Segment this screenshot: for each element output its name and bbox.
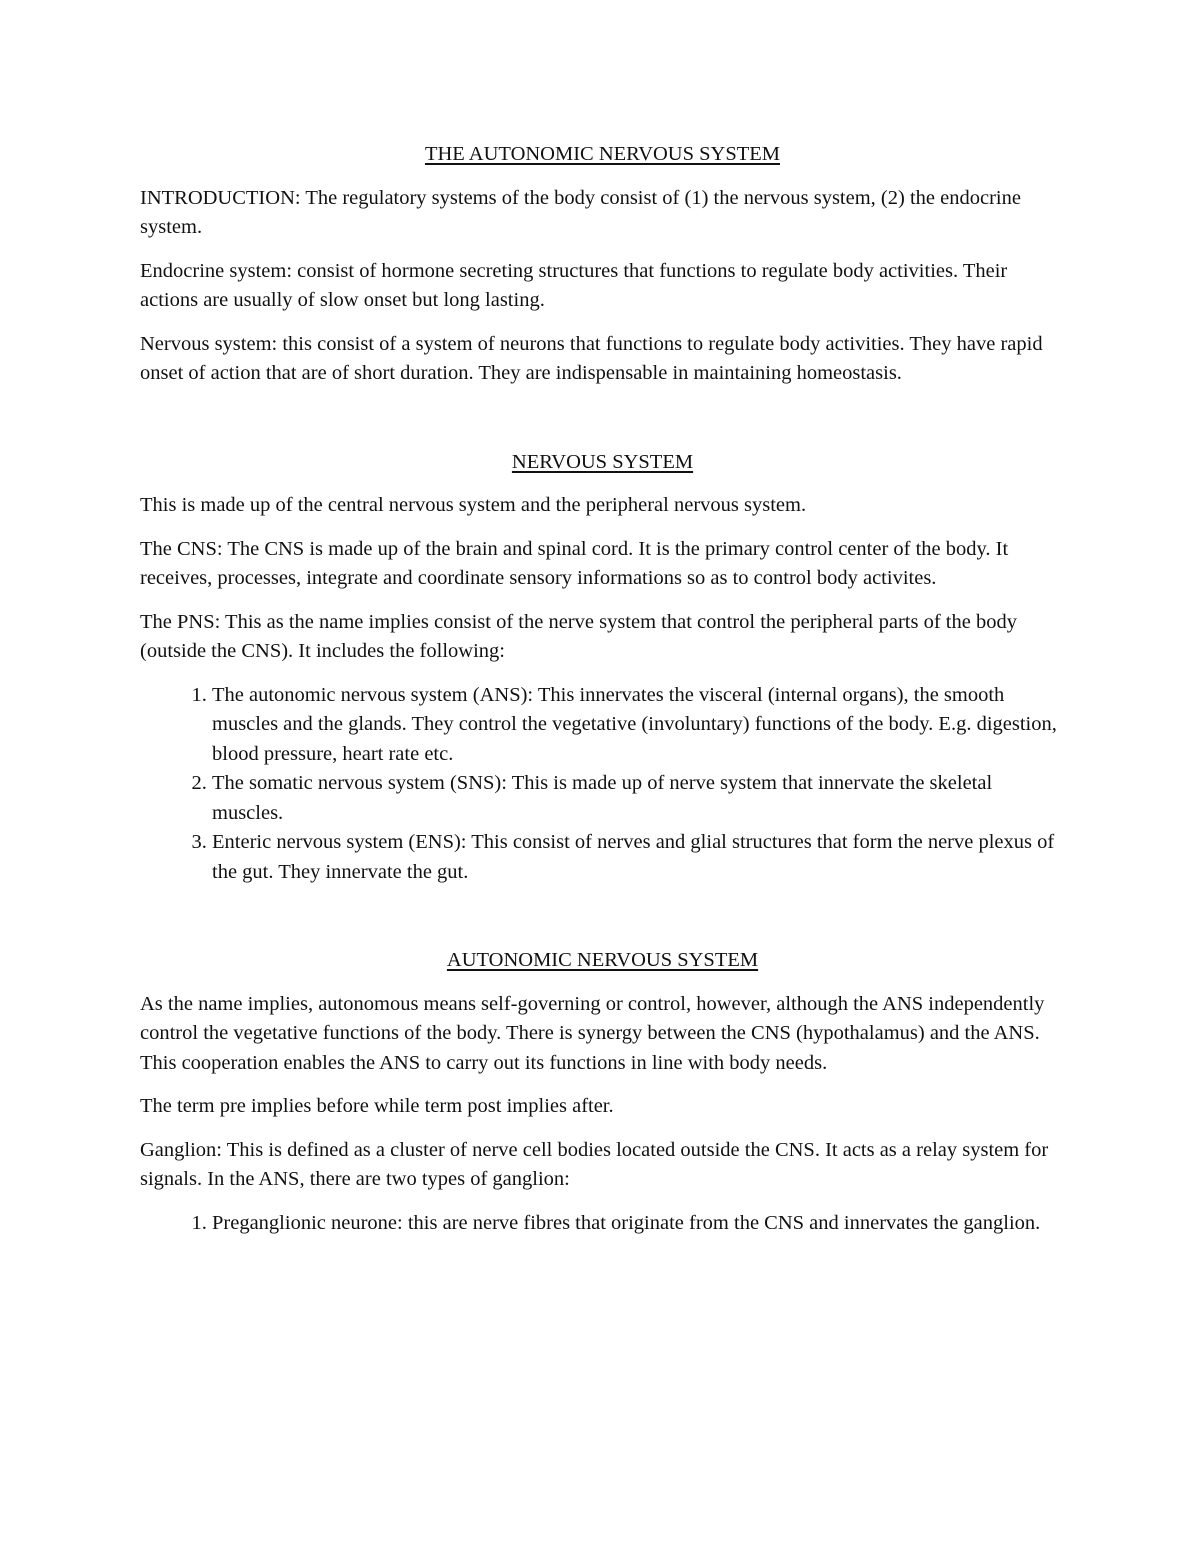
document-title: THE AUTONOMIC NERVOUS SYSTEM <box>424 143 781 165</box>
list-item-sns: 2. The somatic nervous system (SNS): This is made up of nerve system that innervate the skeletal muscles. <box>212 769 1065 828</box>
endocrine-system-paragraph: Endocrine system: consist of hormone secreting structures that functions to regulate body activities. Their actions are usually of slow onset but long lasting. <box>140 259 1008 311</box>
list-item-ans: 1. The autonomic nervous system (ANS): This innervates the visceral (internal organs), the smooth muscles and the glands. They control the vegetative (involuntary) functions of the body. E.g. digestion, blood pressure, heart rate etc. <box>212 681 1065 770</box>
pns-division-list <box>140 681 1065 888</box>
nervous-system-paragraph: Nervous system: this consist of a system of neurons that functions to regulate body activities. They have rapid onset of action that are of short duration. They are indispensable in maintaining homeostasis. <box>140 332 1043 384</box>
ganglion-paragraph: Ganglion: This is defined as a cluster of nerve cell bodies located outside the CNS. It acts as a relay system for signals. In the ANS, there are two types of ganglion: <box>140 1138 1049 1190</box>
section-heading-nervous-system: NERVOUS SYSTEM <box>511 450 694 473</box>
ganglion-type-list <box>140 1209 1065 1239</box>
section-gap <box>140 403 1065 448</box>
pns-paragraph: The PNS: This as the name implies consist of the nerve system that control the peripheral parts of the body (outside the CNS). It includes the following: <box>140 610 1017 662</box>
list-item-preganglionic: 1. Preganglionic neurone: this are nerve fibres that originate from the CNS and innervates the ganglion. <box>212 1209 1065 1239</box>
nervous-system-overview-paragraph: This is made up of the central nervous system and the peripheral nervous system. <box>140 494 807 516</box>
section-gap <box>140 901 1065 946</box>
pre-post-paragraph: The term pre implies before while term post implies after. <box>140 1095 614 1117</box>
document-body <box>140 140 1065 1252</box>
cns-paragraph: The CNS: The CNS is made up of the brain and spinal cord. It is the primary control center of the body. It receives, processes, integrate and coordinate sensory informations so as to control body activites. <box>140 537 1009 589</box>
list-item-ens: 3. Enteric nervous system (ENS): This consist of nerves and glial structures that form the nerve plexus of the gut. They innervate the gut. <box>212 828 1065 887</box>
introduction-paragraph: INTRODUCTION: The regulatory systems of the body consist of (1) the nervous system, (2) the endocrine system. <box>140 186 1021 238</box>
ans-definition-paragraph: As the name implies, autonomous means self-governing or control, however, although the ANS independently control the vegetative functions of the body. There is synergy between the CNS (hypothalamus) and the ANS. This cooperation enables the ANS to carry out its functions in line with body needs. <box>140 992 1045 1074</box>
section-heading-autonomic-nervous-system: AUTONOMIC NERVOUS SYSTEM <box>446 949 759 971</box>
